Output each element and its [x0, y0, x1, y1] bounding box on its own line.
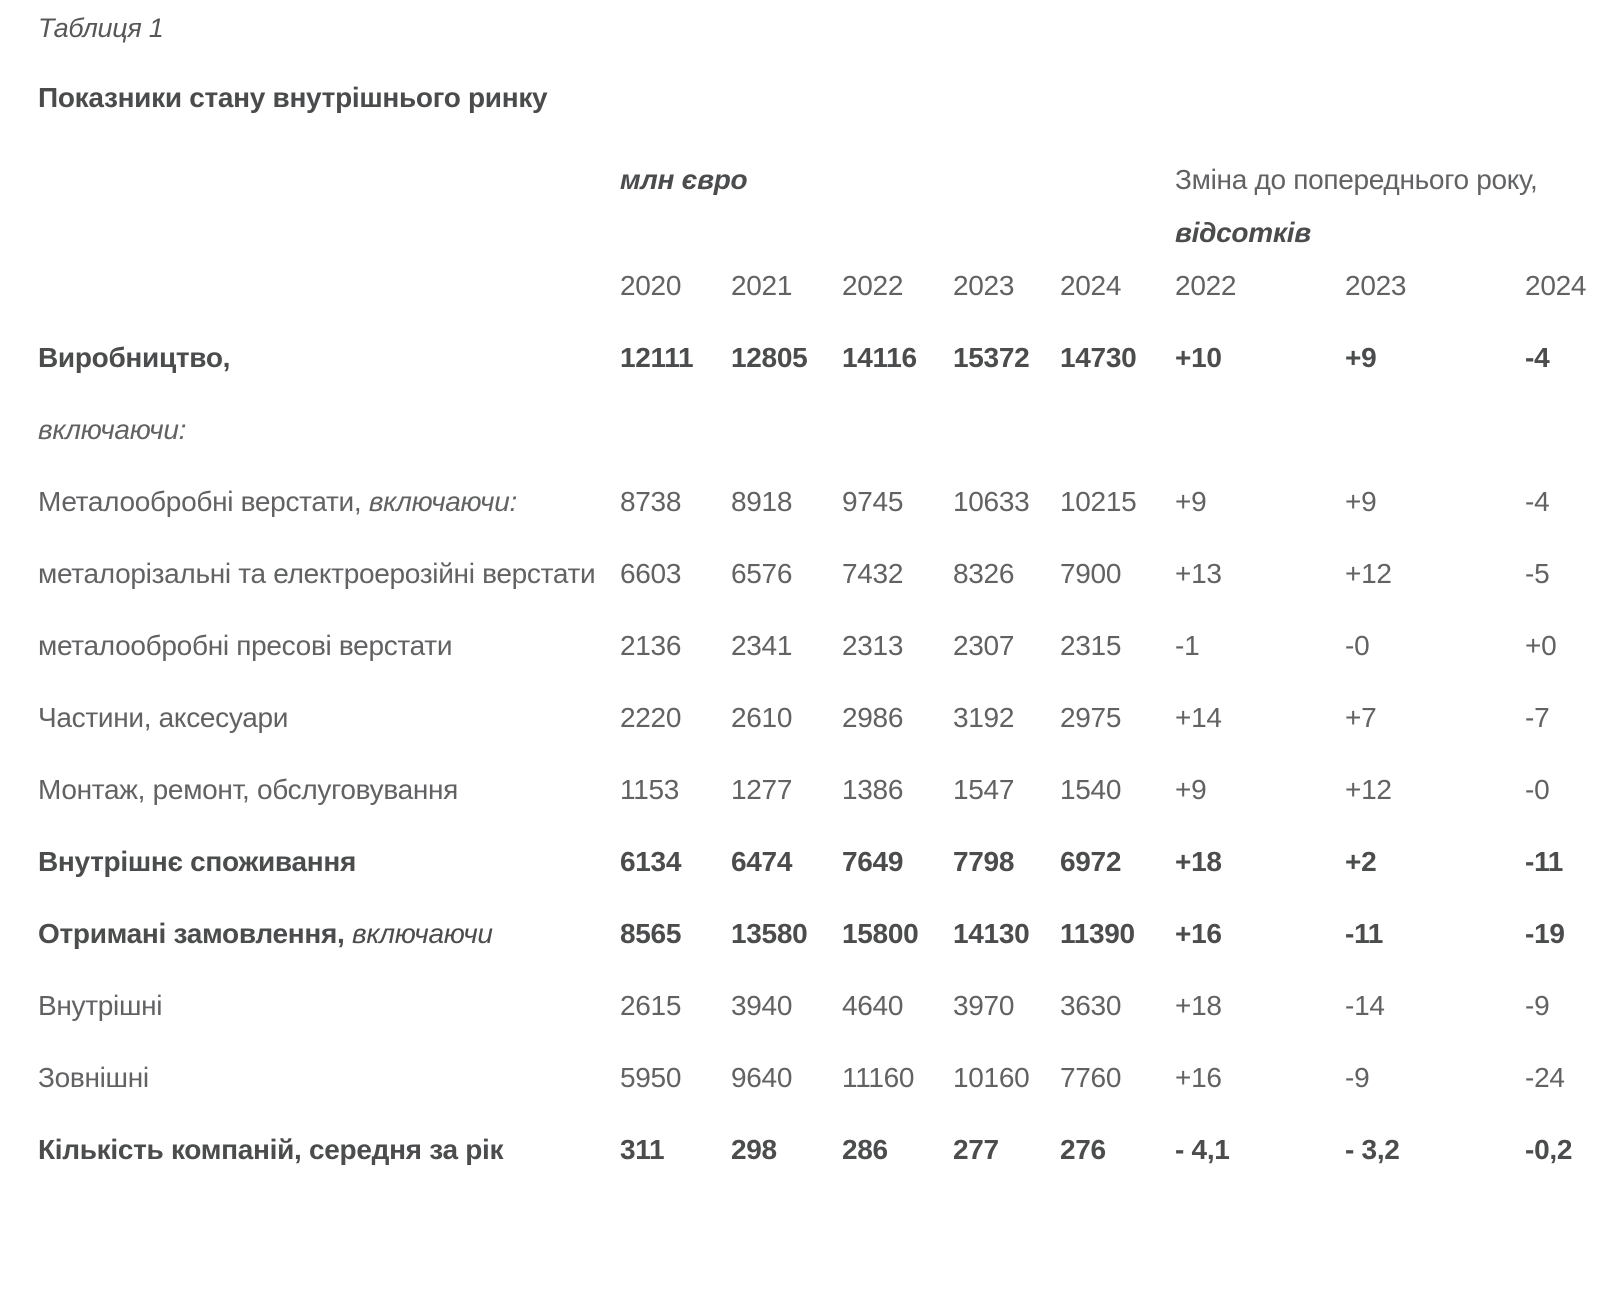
value-cell: 10215 — [1060, 486, 1137, 517]
value-cell: 4640 — [842, 990, 904, 1021]
value-cell: - 4,1 — [1175, 1134, 1230, 1165]
value-cell: 3630 — [1060, 990, 1122, 1021]
value-cell: 13580 — [731, 918, 808, 949]
table-row — [38, 610, 1620, 682]
value-cell: +18 — [1175, 990, 1222, 1021]
value-cell: -11 — [1345, 918, 1384, 949]
value-cell: 2610 — [731, 702, 793, 733]
table-row — [38, 826, 1620, 898]
value-cell — [953, 394, 1060, 466]
value-cell: 2986 — [842, 702, 904, 733]
value-cell: 12805 — [731, 342, 808, 373]
value-cell: -24 — [1525, 1062, 1565, 1093]
value-cell: +14 — [1175, 702, 1222, 733]
value-cell: -14 — [1345, 990, 1385, 1021]
value-cell: 6576 — [731, 558, 793, 589]
market-indicators-table — [38, 144, 1620, 1186]
value-cell: -5 — [1525, 558, 1550, 589]
row-label: Внутрішні — [38, 990, 163, 1021]
value-cell: 2220 — [620, 702, 682, 733]
row-label-cell — [38, 970, 620, 1042]
value-cell: 2615 — [620, 990, 682, 1021]
value-cell — [842, 394, 953, 466]
value-cell: 2307 — [953, 630, 1015, 661]
value-cell: 8326 — [953, 558, 1015, 589]
value-cell: 14130 — [953, 918, 1030, 949]
value-cell: 1547 — [953, 774, 1015, 805]
empty-cell — [38, 259, 620, 322]
value-cell: -11 — [1525, 846, 1564, 877]
value-cell: -0 — [1525, 774, 1550, 805]
row-label: Частини, аксесуари — [38, 702, 289, 733]
value-cell: 5950 — [620, 1062, 682, 1093]
row-label: Металообробні верстати, — [38, 486, 369, 517]
table-row — [38, 538, 1620, 610]
value-cell: 6972 — [1060, 846, 1122, 877]
year-header: 2022 — [1175, 270, 1237, 301]
empty-cell — [38, 144, 620, 259]
value-cell: +0 — [1525, 630, 1557, 661]
row-label: Зовнішні — [38, 1062, 149, 1093]
value-cell: 6134 — [620, 846, 682, 877]
value-cell: 6603 — [620, 558, 682, 589]
year-header-row — [38, 259, 1620, 322]
value-cell: +9 — [1175, 486, 1207, 517]
value-cell: -0 — [1345, 630, 1370, 661]
value-cell: 7798 — [953, 846, 1015, 877]
value-cell: 286 — [842, 1134, 888, 1165]
value-cell: 1277 — [731, 774, 793, 805]
year-header: 2021 — [731, 270, 793, 301]
row-label-cell — [38, 898, 620, 970]
table-row — [38, 322, 1620, 394]
table-row — [38, 1114, 1620, 1186]
row-label-italic: включаючи: — [368, 486, 517, 517]
year-header: 2023 — [953, 270, 1015, 301]
value-cell: 6474 — [731, 846, 793, 877]
year-header: 2024 — [1060, 270, 1122, 301]
value-cell: 276 — [1060, 1134, 1106, 1165]
change-header-line2: відсотків — [1175, 217, 1311, 248]
row-label-cell — [38, 394, 620, 466]
value-cell: 11160 — [842, 1062, 915, 1093]
table-row — [38, 466, 1620, 538]
value-cell: 8565 — [620, 918, 682, 949]
change-header-line1: Зміна до попереднього року, — [1175, 164, 1538, 195]
year-header: 2022 — [842, 270, 904, 301]
value-cell: 14730 — [1060, 342, 1137, 373]
value-cell: -4 — [1525, 486, 1550, 517]
value-cell: 8918 — [731, 486, 793, 517]
row-label-cell — [38, 322, 620, 394]
row-label-italic: включаючи — [352, 918, 493, 949]
value-cell: +9 — [1345, 486, 1377, 517]
value-cell: -19 — [1525, 918, 1565, 949]
value-cell: 11390 — [1060, 918, 1135, 949]
value-cell: 2315 — [1060, 630, 1122, 661]
row-label: металообробні пресові верстати — [38, 630, 453, 661]
value-cell: -9 — [1525, 990, 1550, 1021]
table-caption: Таблиця 1 — [38, 13, 164, 43]
value-cell: +16 — [1175, 1062, 1222, 1093]
value-cell: 2313 — [842, 630, 904, 661]
year-header: 2020 — [620, 270, 682, 301]
value-cell: -0,2 — [1525, 1134, 1573, 1165]
value-cell: 3192 — [953, 702, 1015, 733]
row-label-cell — [38, 538, 620, 610]
unit-header-row — [38, 144, 1620, 259]
value-cell: 2975 — [1060, 702, 1122, 733]
year-header: 2023 — [1345, 270, 1407, 301]
table-row — [38, 754, 1620, 826]
row-label-cell — [38, 1114, 620, 1186]
unit-header-change — [1175, 144, 1620, 259]
table-row — [38, 394, 1620, 466]
value-cell: +16 — [1175, 918, 1222, 949]
value-cell: 8738 — [620, 486, 682, 517]
value-cell: +13 — [1175, 558, 1222, 589]
value-cell: 15372 — [953, 342, 1030, 373]
table-row — [38, 898, 1620, 970]
row-label: Кількість компаній, середня за рік — [38, 1134, 504, 1165]
value-cell: - 3,2 — [1345, 1134, 1400, 1165]
value-cell: 9640 — [731, 1062, 793, 1093]
row-label-cell — [38, 754, 620, 826]
value-cell: +18 — [1175, 846, 1222, 877]
value-cell: 1386 — [842, 774, 904, 805]
table-row — [38, 682, 1620, 754]
row-label-cell — [38, 610, 620, 682]
value-cell: 10160 — [953, 1062, 1030, 1093]
year-header: 2024 — [1525, 270, 1587, 301]
value-cell: +12 — [1345, 774, 1392, 805]
value-cell: 311 — [620, 1134, 665, 1165]
value-cell: +12 — [1345, 558, 1392, 589]
value-cell: -1 — [1175, 630, 1200, 661]
value-cell: 15800 — [842, 918, 919, 949]
value-cell: -7 — [1525, 702, 1550, 733]
value-cell: 14116 — [842, 342, 917, 373]
value-cell: -9 — [1345, 1062, 1370, 1093]
value-cell: 277 — [953, 1134, 999, 1165]
value-cell — [1175, 394, 1345, 466]
value-cell: 12111 — [620, 342, 694, 373]
value-cell: 9745 — [842, 486, 904, 517]
row-label: металорізальні та електроерозійні верстати — [38, 558, 596, 589]
unit-mln-euro-label: млн євро — [620, 164, 748, 195]
value-cell — [731, 394, 842, 466]
page-title: Показники стану внутрішнього ринку — [38, 82, 548, 113]
value-cell: +2 — [1345, 846, 1377, 877]
row-label: Внутрішнє споживання — [38, 846, 356, 877]
row-label-cell — [38, 1042, 620, 1114]
value-cell: 2136 — [620, 630, 682, 661]
row-label-cell — [38, 826, 620, 898]
row-label-cell — [38, 466, 620, 538]
value-cell: 3970 — [953, 990, 1015, 1021]
value-cell — [1525, 394, 1620, 466]
row-label: Виробництво, — [38, 342, 231, 373]
value-cell: 1540 — [1060, 774, 1122, 805]
value-cell: 7432 — [842, 558, 904, 589]
value-cell: 7649 — [842, 846, 904, 877]
row-label: Монтаж, ремонт, обслуговування — [38, 774, 459, 805]
table-row — [38, 1042, 1620, 1114]
value-cell: +9 — [1345, 342, 1377, 373]
value-cell: -4 — [1525, 342, 1550, 373]
value-cell — [1060, 394, 1175, 466]
value-cell: 10633 — [953, 486, 1030, 517]
row-label-cell — [38, 682, 620, 754]
table-row — [38, 970, 1620, 1042]
unit-header-mln-euro — [620, 144, 1175, 259]
row-label: Отримані замовлення, — [38, 918, 353, 949]
value-cell: 7900 — [1060, 558, 1122, 589]
value-cell: 1153 — [620, 774, 680, 805]
value-cell: 2341 — [731, 630, 793, 661]
value-cell: +10 — [1175, 342, 1222, 373]
value-cell: +9 — [1175, 774, 1207, 805]
value-cell: +7 — [1345, 702, 1377, 733]
value-cell — [620, 394, 731, 466]
value-cell: 7760 — [1060, 1062, 1122, 1093]
value-cell — [1345, 394, 1525, 466]
value-cell: 298 — [731, 1134, 777, 1165]
row-label-italic: включаючи: — [38, 414, 187, 445]
value-cell: 3940 — [731, 990, 793, 1021]
